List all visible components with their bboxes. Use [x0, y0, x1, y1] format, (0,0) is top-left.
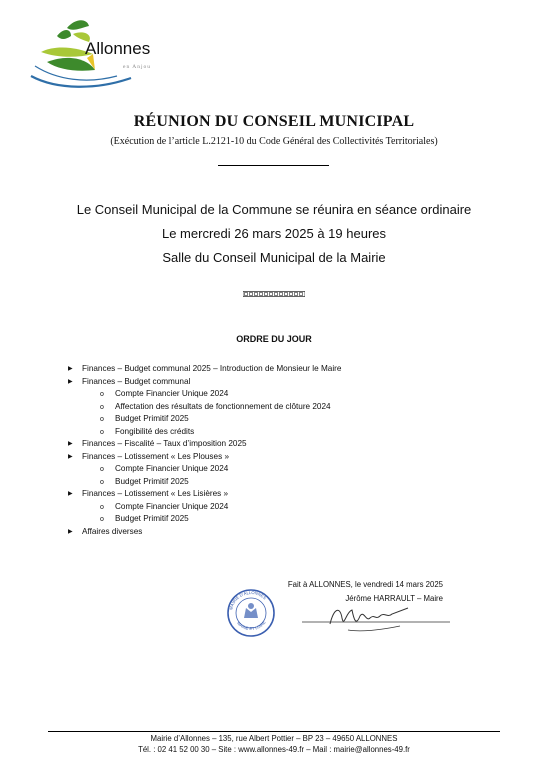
agenda-item-text: Finances – Lotissement « Les Plouses »: [82, 451, 230, 461]
arrow-bullet-icon: ▶: [68, 453, 73, 460]
circle-bullet-icon: o: [100, 478, 104, 486]
circle-bullet-icon: o: [100, 416, 104, 423]
ornament-divider: [243, 291, 305, 297]
agenda-item: [68, 526, 341, 539]
title-divider: [218, 165, 329, 166]
agenda-item-text: Fongibilité des crédits: [115, 426, 195, 436]
agenda-subitem: [68, 463, 341, 476]
arrow-bullet-icon: ▶: [68, 528, 73, 535]
footer-contact: Tél. : 02 41 52 00 30 – Site : www.allonnes-49.fr – Mail : mairie@allonnes-49.fr: [138, 745, 410, 754]
agenda-subitem: [68, 426, 341, 439]
mayor-signature: [300, 602, 460, 634]
agenda-item-text: Finances – Lotissement « Les Lisières »: [82, 489, 229, 498]
circle-bullet-icon: o: [100, 466, 104, 473]
agenda-subitem: [68, 501, 341, 514]
agenda-item: [68, 451, 341, 464]
town-hall-seal: [226, 588, 276, 638]
agenda-subitem: [68, 476, 341, 489]
agenda-item-text: Finances – Fiscalité – Taux d’imposition 2025: [82, 439, 247, 448]
agenda-item-text: Finances – Budget communal 2025 – Introduction de Monsieur le Maire: [82, 364, 342, 373]
agenda-subitem: [68, 401, 341, 414]
notice-session: Le Conseil Municipal de la Commune se réunira en séance ordinaire: [76, 202, 472, 217]
place-date: Fait à ALLONNES, le vendredi 14 mars 2025: [287, 580, 443, 589]
agenda-item-text: Finances – Budget communal: [82, 376, 191, 386]
circle-bullet-icon: o: [100, 503, 104, 511]
circle-bullet-icon: o: [100, 391, 104, 398]
svg-text:MAINE ET LOIRE: MAINE ET LOIRE: [236, 619, 267, 632]
circle-bullet-icon: o: [100, 428, 104, 436]
agenda-item: [68, 438, 341, 451]
agenda-item-text: Budget Primitif 2025: [115, 414, 189, 423]
allonnes-logo: [27, 14, 177, 90]
arrow-bullet-icon: ▶: [68, 366, 73, 372]
footer-divider: [48, 731, 500, 732]
svg-text:MAIRIE D'ALLONNES: MAIRIE D'ALLONNES: [228, 589, 268, 611]
agenda-item-text: Budget Primitif 2025: [115, 476, 189, 486]
arrow-bullet-icon: ▶: [68, 491, 73, 497]
circle-bullet-icon: o: [100, 516, 104, 523]
agenda-heading: ORDRE DU JOUR: [236, 334, 312, 344]
logo-tagline: en Anjou: [123, 64, 152, 70]
logo-name: Allonnes: [85, 39, 151, 58]
agenda-item-text: Affectation des résultats de fonctionnement de clôture 2024: [115, 401, 331, 411]
agenda-subitem: [68, 513, 341, 526]
agenda-item-text: Compte Financier Unique 2024: [115, 501, 229, 511]
arrow-bullet-icon: ▶: [68, 441, 73, 447]
notice-date: Le mercredi 26 mars 2025 à 19 heures: [161, 226, 386, 241]
agenda-item: [68, 376, 341, 389]
agenda-list: [68, 363, 341, 538]
notice-venue: Salle du Conseil Municipal de la Mairie: [162, 250, 386, 265]
page-title: RÉUNION DU CONSEIL MUNICIPAL: [133, 113, 415, 130]
agenda-item-text: Affaires diverses: [82, 526, 143, 536]
agenda-item-text: Compte Financier Unique 2024: [115, 389, 229, 398]
mayor-name: Jérôme HARRAULT – Maire: [345, 594, 443, 603]
agenda-subitem: [68, 388, 341, 401]
agenda-item-text: Budget Primitif 2025: [115, 514, 189, 523]
agenda-item: [68, 488, 341, 501]
footer-address: Mairie d’Allonnes – 135, rue Albert Pottier – BP 23 – 49650 ALLONNES: [150, 734, 398, 743]
agenda-item-text: Compte Financier Unique 2024: [115, 464, 229, 473]
agenda-item: [68, 363, 341, 376]
arrow-bullet-icon: ▶: [68, 378, 73, 385]
legal-reference: (Exécution de l’article L.2121-10 du Code Général des Collectivités Territoriales): [110, 136, 438, 147]
circle-bullet-icon: o: [100, 403, 104, 411]
agenda-subitem: [68, 413, 341, 426]
